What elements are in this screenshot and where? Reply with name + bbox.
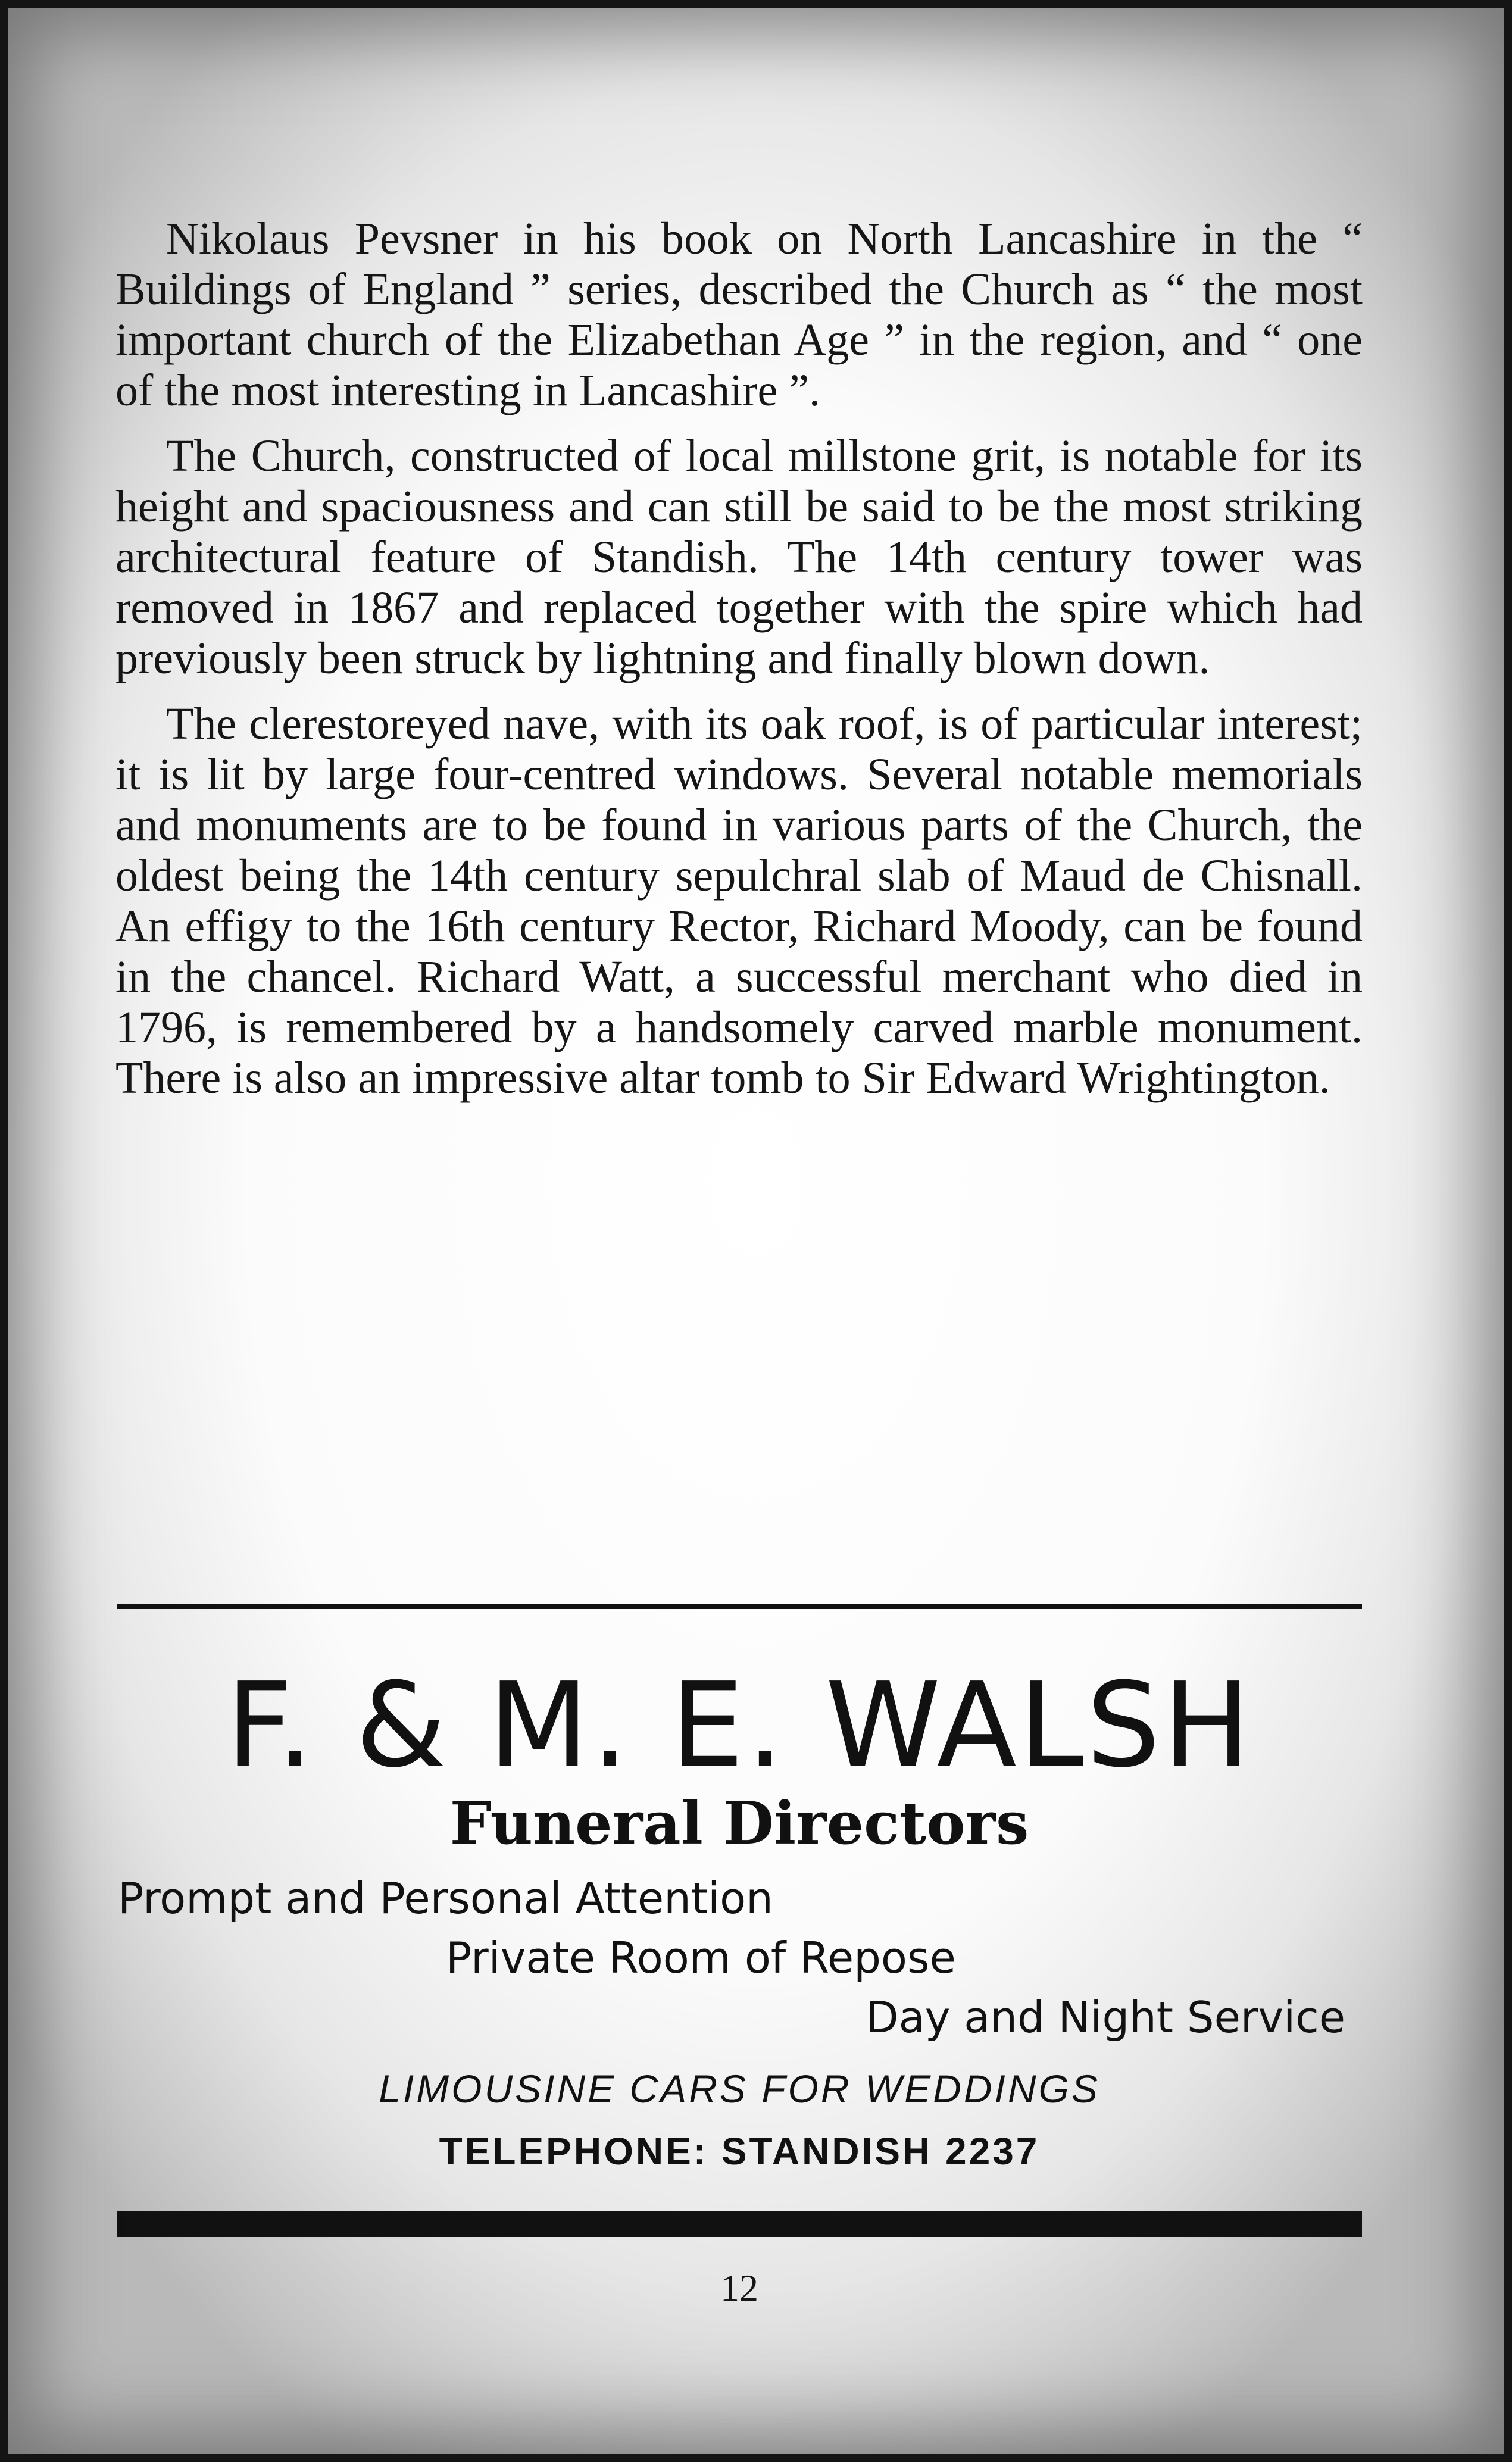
advert-line-service: Day and Night Service <box>866 1992 1345 2042</box>
article-body <box>115 214 1363 1118</box>
advert-subtitle: Funeral Directors <box>449 1789 1029 1858</box>
advert-line-repose: Private Room of Repose <box>446 1933 956 1983</box>
advert-limousine: LIMOUSINE CARS FOR WEDDINGS <box>379 2067 1100 2111</box>
advert-bottom-rule <box>117 2211 1362 2237</box>
paragraph-nave: The clerestoreyed nave, with its oak roof, is of particular interest; it is lit by large four-centred windows. Several notable memorials and monuments are to be found in various parts of the Church, the oldest being the 14th century sepulchral slab of Maud de Chisnall. An effigy to the 16th century Rector, Richard Moody, can be found in the chancel. Richard Watt, a successful merchant who died in 1796, is remembered by a handsomely carved marble monument. There is also an impressive altar tomb to Sir Edward Wrightington. <box>115 699 1363 1103</box>
advert-business-name: F. & M. E. WALSH <box>226 1658 1253 1794</box>
advert-telephone: TELEPHONE: STANDISH 2237 <box>439 2130 1040 2173</box>
advert-line-attention: Prompt and Personal Attention <box>118 1873 773 1923</box>
paragraph-construction: The Church, constructed of local millstone grit, is notable for its height and spaciousness and can still be said to be the most striking architectural feature of Standish. The 14th century tower was removed in 1867 and replaced together with the spire which had previously been struck by lightning and finally blown down. <box>115 431 1363 683</box>
advert-top-rule <box>117 1604 1362 1609</box>
paragraph-pevsner: Nikolaus Pevsner in his book on North Lancashire in the “ Buildings of England ” series, described the Church as “ the most important church of the Elizabethan Age ” in the region, and “ one of the most interesting in Lancashire ”. <box>115 214 1363 415</box>
page-number: 12 <box>720 2267 758 2309</box>
